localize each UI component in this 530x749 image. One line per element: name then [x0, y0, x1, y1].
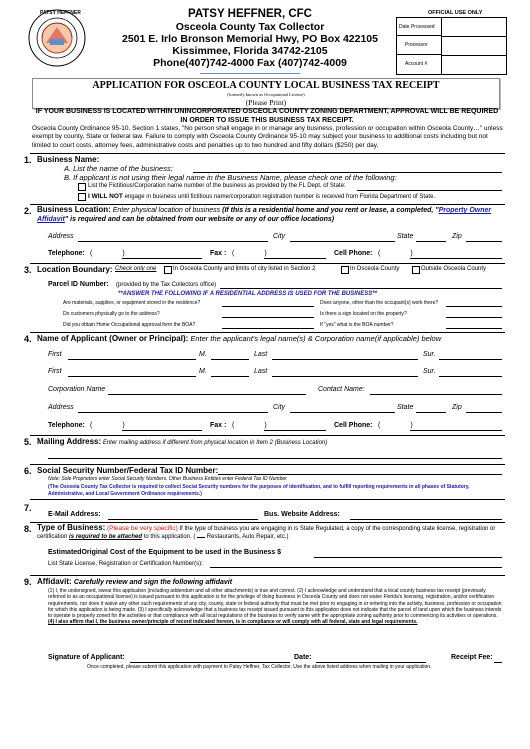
loc-city-field[interactable]	[290, 241, 395, 242]
parcel-id-note: (provided by the Tax Collectors office)	[116, 282, 217, 288]
seal-text-top: PATSY HEFFNER	[40, 10, 81, 16]
mailing-address-field[interactable]	[48, 458, 502, 459]
corporation-name-label: Corporation Name	[48, 386, 106, 393]
official-use-title: OFFICIAL USE ONLY	[428, 10, 483, 16]
office-name: Osceola County Tax Collector	[175, 21, 325, 33]
business-location-desc: Enter physical location of business	[112, 207, 221, 214]
equipment-cost-field[interactable]	[314, 557, 502, 558]
app-address-label: Address	[48, 404, 74, 411]
last-name-label-1: Last	[254, 351, 268, 358]
boundary-city-label: In Osceola County and limits of city listed in Section 2	[173, 266, 316, 272]
affidavit-paragraph: (1) I, the undersigned, swear this application (including addendum and all other attachments) is true and correct. (2) I acknowledge and understand that a local county business tax receipt (previously referred to as an occupational license) is issued pursuant to this application is for the privilege of doing business in Osceola County and does not waive Florida's licensing, registration, and/or certification requirements, nor does it waive any other such requirements of any city, county, state or federal authority that must be met prior to engaging in or entering into the activity, business, profession or occupation for which this application is being made. (3) I specifically acknowledge that a business tax receipt issued pursuant to this application does not indicate that the parcel of land upon which the business intends to operate is properly zoned for the activities or that compliance with all local regulations of the business to verify same with the appropriate zoning authority prior to commencing its activities or operations.	[48, 588, 502, 620]
app-fax-line[interactable]	[264, 430, 326, 431]
fictitious-name-label: List the Fictitious/Corporation name number of the business as provided by the FL Dept. of State:	[88, 183, 346, 189]
loc-fax-line[interactable]	[264, 258, 326, 259]
sur-label-1: Sur.	[423, 351, 436, 358]
residential-heading: **ANSWER THE FOLLOWING IF A RESIDENTIAL ADDRESS IS USED FOR THE BUSINESS**	[118, 291, 377, 297]
ssn-note: Note: Sole Proprietors enter Social Security Numbers. Other Business Entities enter Federal Tax ID Number	[48, 476, 287, 482]
examples-text: Restaurants, Auto Repair, etc.)	[206, 534, 289, 540]
app-zip-field[interactable]	[466, 412, 502, 413]
mi-label-1: M.	[199, 351, 207, 358]
app-state-label: State	[397, 404, 414, 411]
applicant-label: Name of Applicant (Owner or Principal):	[37, 334, 189, 343]
residential-note: (If this is a residential home and you rent or lease, a completed, "	[222, 207, 439, 214]
tax-collector-name: PATSY HEFFNER, CFC	[188, 8, 312, 20]
affidavit-label: Affidavit:	[37, 577, 72, 586]
loc-telephone-field[interactable]: ( )	[90, 250, 125, 257]
print-note: (Please Print)	[245, 98, 287, 107]
affidavit-compliance: (4) I also affirm that I, the business owner/principle of record indicated hereon, is in compliance or will comply with all federal, state and legal requirements.	[48, 619, 418, 626]
parcel-id-label: Parcel ID Number:	[48, 281, 109, 288]
processor-field[interactable]	[442, 36, 506, 56]
will-not-engage-label	[88, 193, 435, 200]
ordinance-text: Osceola County Ordinance 95-10, Section 1 states, "No person shall engage in or manage any business, profession or occupation within Osceola County…" unless exempt by county, State or federal law. Failure to comply with Osceola County Ordinance 95-10 may subject your business to additional costs including but not limited to court costs, attorney fees, administrative costs and penalties up to two hundred and fifty dollars ($250) per day.	[32, 125, 503, 149]
ssn-field[interactable]	[218, 474, 502, 475]
app-city-field[interactable]	[290, 412, 395, 413]
will-not-text: engage in business until fictitious name/corporation registration number is received from Florida Department of State.	[124, 194, 436, 200]
equipment-cost-text: EstimatedOriginal Cost of the Equipment to be used in the Business $	[48, 549, 281, 556]
section-8-number: 8.	[24, 524, 32, 534]
office-address: 2501 E. Irlo Bronson Memorial Hwy, PO Box 422105	[122, 33, 378, 45]
zoning-warning: IF YOUR BUSINESS IS LOCATED WITHIN UNINCORPORATED OSCEOLA COUNTY ZONING DEPARTMENT, APPROVAL WILL BE REQUIRED IN ORDER TO ISSUE THIS BUSINESS TAX RECEIPT.	[35, 108, 499, 124]
section-5-number: 5.	[24, 437, 32, 447]
corporation-name-field[interactable]	[108, 394, 306, 395]
app-fax-label: Fax :	[210, 422, 227, 429]
residential-note-2: " is required and can be obtained from our website or any of our office locations)	[64, 215, 335, 223]
q-materials-field[interactable]	[222, 306, 314, 307]
fictitious-number-field[interactable]	[357, 190, 502, 191]
form-title: APPLICATION FOR OSCEOLA COUNTY LOCAL BUSINESS TAX RECEIPT	[92, 80, 440, 91]
ssn-label: Social Security Number/Federal Tax ID Number:	[37, 466, 219, 475]
website-label: Bus. Website Address:	[264, 511, 340, 518]
loc-state-field[interactable]	[416, 241, 446, 242]
sur-field-2[interactable]	[439, 376, 502, 377]
license-number-label: List State License, Registration or Certification Number(s):	[48, 561, 203, 567]
loc-fax-label: Fax :	[210, 250, 227, 257]
app-cell-field[interactable]: ( )	[378, 422, 413, 429]
signature-label: Signature of Applicant:	[48, 654, 125, 661]
section-9-number: 9.	[24, 577, 32, 587]
affidavit-desc: Carefully review and sign the following affidavit	[73, 579, 233, 586]
state-regulated-text: If the type of business you are engaging in is State Regulated, a copy of the corresponding state license, registration or certification	[37, 526, 496, 540]
loc-zip-label: Zip	[452, 233, 462, 240]
loc-city-label: City	[273, 233, 286, 240]
required-attached-text: is required to be attached	[69, 534, 143, 540]
first-name-field-2[interactable]	[68, 376, 196, 377]
last-name-field-2[interactable]	[272, 376, 418, 377]
header-block	[95, 8, 405, 69]
business-name-b: B. If applicant is not using their legal name in the Business Name, please check one of the following:	[64, 173, 397, 182]
date-field[interactable]	[316, 662, 426, 663]
app-cell-label: Cell Phone:	[334, 422, 373, 429]
loc-zip-field[interactable]	[466, 241, 502, 242]
location-boundary-label: Location Boundary:	[37, 265, 113, 274]
mailing-address-desc: Enter mailing address if different from physical location in Item 2 (Business Location)	[102, 440, 328, 446]
official-use-box	[396, 17, 507, 75]
date-processed-label: Date Processed	[397, 18, 442, 36]
contact-name-field[interactable]	[370, 394, 502, 395]
first-name-label-1: First	[48, 351, 62, 358]
section-2-number: 2.	[24, 206, 32, 216]
contact-name-label: Contact Name:	[318, 386, 365, 393]
q-boa-field[interactable]	[222, 328, 314, 329]
q-boa-number-label: If "yes" what is the BOA number?	[320, 322, 394, 328]
receipt-fee-label: Receipt Fee:	[451, 654, 493, 661]
business-name-label: Business Name:	[37, 155, 100, 164]
check-only-one: Check only one	[115, 266, 157, 272]
boundary-outside-label: Outside Osceola County	[421, 266, 487, 272]
q-others-work-field[interactable]	[446, 306, 502, 307]
section-1-number: 1.	[24, 155, 32, 165]
will-not-bold: I WILL NOT	[88, 193, 123, 200]
ssn-disclosure: (The Osceola County Tax Collector is required to collect Social Security numbers for the purposes of identification, and to fulfill reporting requirements in all phases of Statutory, Administrative, and Local Government Ordinance requirements.)	[48, 484, 470, 497]
boundary-city-checkbox[interactable]	[164, 266, 172, 274]
form-title-box	[32, 78, 500, 109]
app-telephone-field[interactable]: ( )	[90, 422, 125, 429]
app-telephone-line[interactable]	[122, 430, 202, 431]
first-name-field-1[interactable]	[68, 359, 196, 360]
loc-fax-field[interactable]: ( )	[232, 250, 267, 257]
app-state-field[interactable]	[416, 412, 446, 413]
mailing-address-heading	[37, 437, 327, 446]
q-boa-number-field[interactable]	[446, 328, 502, 329]
affidavit-text	[48, 588, 503, 626]
section-3-number: 3.	[24, 265, 32, 275]
office-city: Kissimmee, Florida 34742-2105	[172, 45, 328, 57]
mailing-address-label: Mailing Address:	[37, 437, 102, 446]
app-telephone-label: Telephone:	[48, 422, 85, 429]
first-name-label-2: First	[48, 368, 62, 375]
last-name-field-1[interactable]	[272, 359, 418, 360]
date-processed-field[interactable]	[442, 18, 506, 37]
app-address-field[interactable]	[78, 412, 268, 413]
account-number-field[interactable]	[442, 55, 506, 74]
section-4-number: 4.	[24, 334, 32, 344]
will-not-engage-checkbox[interactable]	[78, 193, 86, 201]
mi-field-1[interactable]	[211, 359, 249, 360]
loc-state-label: State	[397, 233, 414, 240]
q-customers-field[interactable]	[222, 317, 314, 318]
property-owner-affidavit-link[interactable]: Property Owner Affidavit	[37, 207, 492, 223]
type-of-business-text	[37, 524, 503, 541]
loc-telephone-label: Telephone:	[48, 250, 85, 257]
q-materials-label: Are materials, supplies, or equipment stored in the residence?	[63, 300, 201, 306]
mi-label-2: M.	[199, 368, 207, 375]
email-field[interactable]	[108, 519, 258, 520]
affidavit-heading	[37, 577, 232, 586]
last-name-label-2: Last	[254, 368, 268, 375]
loc-cell-field[interactable]: ( )	[378, 250, 413, 257]
q-others-work-label: Does anyone, other than the occupant(s) work there?	[320, 300, 439, 306]
parcel-id-field[interactable]	[220, 288, 502, 289]
business-name-a: A. List the name of the business:	[64, 164, 173, 173]
applicant-desc: Enter the applicant's legal name(s) & Corporation name(if applicable) below	[190, 334, 442, 343]
q-sign-field[interactable]	[446, 317, 502, 318]
loc-cell-label: Cell Phone:	[334, 250, 373, 257]
app-city-label: City	[273, 404, 286, 411]
applicant-heading	[37, 334, 441, 343]
boundary-outside-checkbox[interactable]	[412, 266, 420, 274]
q-sign-label: Is there a sign located on the property?	[320, 311, 407, 317]
app-zip-label: Zip	[452, 404, 462, 411]
type-of-business-label: Type of Business:	[37, 523, 106, 532]
q-boa-label: Did you obtain Home Occupational approval form the BOA?	[63, 322, 196, 328]
business-location-text	[37, 206, 502, 224]
boundary-county-checkbox[interactable]	[341, 266, 349, 274]
website-field[interactable]	[350, 519, 502, 520]
q-customers-label: Do customers physically go to the address?	[63, 311, 160, 317]
be-specific-note: (Please be very specific)	[106, 525, 178, 532]
sur-field-1[interactable]	[439, 359, 502, 360]
loc-address-field[interactable]	[78, 241, 268, 242]
fictitious-name-checkbox[interactable]	[78, 183, 86, 191]
form-subtitle: (formerly known as Occupational License)	[227, 92, 305, 97]
receipt-fee-field[interactable]	[494, 662, 502, 663]
office-phone-fax: Phone(407)742-4000 Fax (407)742-4009	[153, 57, 347, 69]
county-seal	[28, 9, 86, 67]
section-6-number: 6.	[24, 466, 32, 476]
sur-label-2: Sur.	[423, 368, 436, 375]
loc-address-label: Address	[48, 233, 74, 240]
email-label: E-Mail Address:	[48, 511, 101, 518]
app-cell-line[interactable]	[410, 430, 502, 431]
boundary-county-label: In Osceola County	[350, 266, 400, 272]
date-label: Date:	[294, 654, 312, 661]
submission-footer: Once completed, please submit this application with payment to Patsy Heffner, Tax Collector. Use the above listed address when mailing in your application.	[87, 664, 432, 670]
account-number-label: Account #	[397, 55, 442, 74]
processor-label: Processor	[397, 36, 442, 55]
business-location-label: Business Location:	[37, 205, 111, 214]
license-number-field[interactable]	[210, 567, 502, 568]
app-fax-field[interactable]: ( )	[232, 422, 267, 429]
signature-field[interactable]	[130, 662, 290, 663]
loc-telephone-line[interactable]	[122, 258, 202, 259]
section-7-number: 7.	[24, 503, 32, 513]
equipment-cost-label	[48, 549, 281, 556]
application-text: to this application. (	[143, 534, 196, 540]
mi-field-2[interactable]	[211, 376, 249, 377]
loc-cell-line[interactable]	[410, 258, 502, 259]
